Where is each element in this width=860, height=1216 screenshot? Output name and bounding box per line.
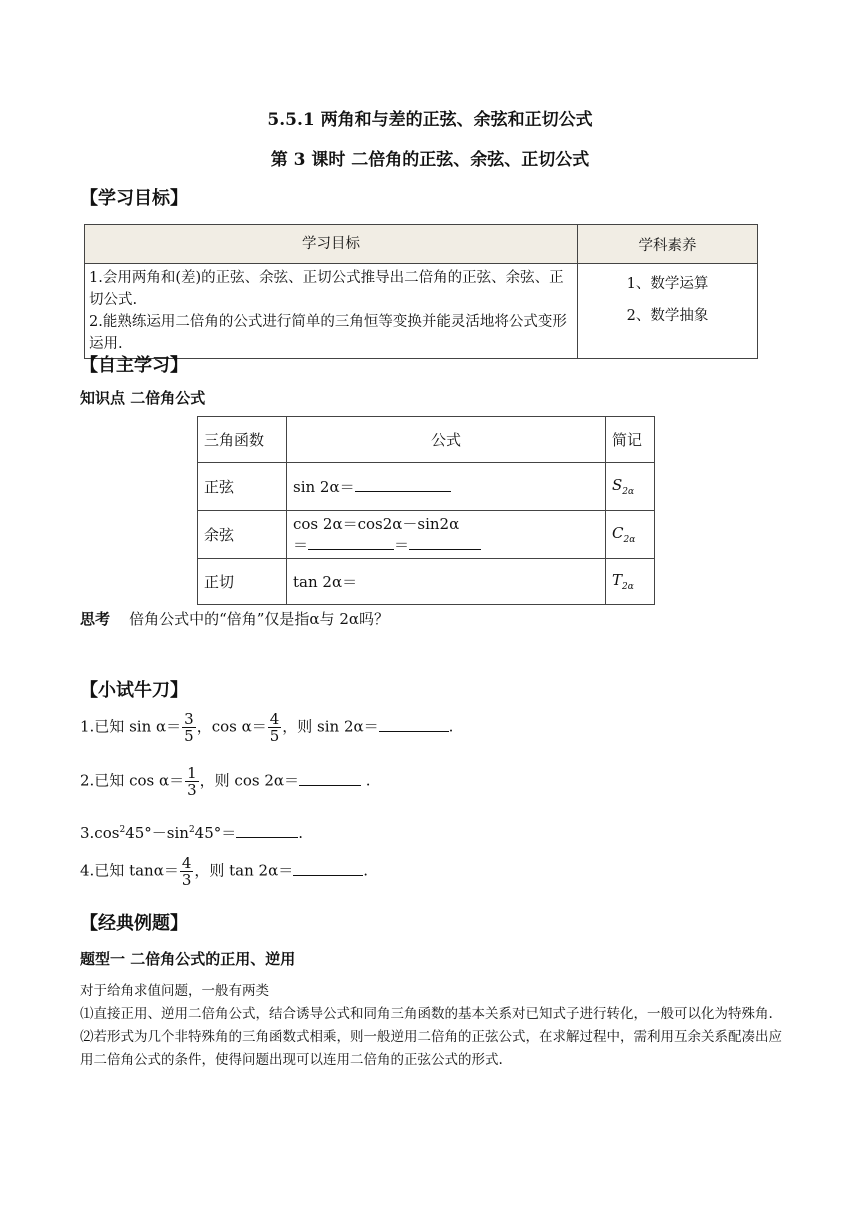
formula-header-formula: 公式 xyxy=(287,417,606,463)
cos-formula-blank-1[interactable] xyxy=(308,534,394,550)
sin-row-name: 正弦 xyxy=(198,463,287,511)
objectives-header-literacy: 学科素养 xyxy=(578,225,758,264)
goal-1: 1.会用两角和(差)的正弦、余弦、正切公式推导出二倍角的正弦、余弦、正切公式. xyxy=(89,270,564,308)
section-self-study-heading: 【自主学习】 xyxy=(80,355,188,376)
paragraph-method-2: ⑵若形式为几个非特殊角的三角函数式相乘，则一般逆用二倍角的正弦公式，在求解过程中，需利用互余关系配凑出应用二倍角公式的条件，使得问题出现可以连用二倍角的正弦公式的形式. xyxy=(80,1029,782,1068)
type-1-heading: 题型一 二倍角公式的正用、逆用 xyxy=(80,950,296,968)
type-1-explanation xyxy=(80,980,782,1072)
lesson-subtitle: 第 3 课时 二倍角的正弦、余弦、正切公式 xyxy=(270,150,590,170)
exercise-1-answer-blank[interactable] xyxy=(379,716,449,732)
objectives-goals-cell xyxy=(85,264,578,359)
section-try-heading: 【小试牛刀】 xyxy=(80,680,188,701)
exercise-2-answer-blank[interactable] xyxy=(299,770,361,786)
fraction-4-5: $\frac{4}{5}$ xyxy=(269,710,280,745)
fraction-4-3: $\frac{4}{3}$ xyxy=(181,854,192,889)
exercise-1: 1.已知 sin α＝ $\frac{3}{5}$ ，cos α＝ $\frac{4}{5}$ ，则 sin 2α＝ . xyxy=(80,710,454,745)
exercise-3-answer-blank[interactable] xyxy=(236,822,298,838)
think-label: 思考 xyxy=(80,610,111,628)
objectives-literacy-cell xyxy=(578,264,758,359)
cos-row-name: 余弦 xyxy=(198,511,287,559)
exercise-4-answer-blank[interactable] xyxy=(293,860,363,876)
cos-formula-blank-2[interactable] xyxy=(409,534,481,550)
section-objectives-heading: 【学习目标】 xyxy=(80,188,188,209)
paragraph-method-1: ⑴直接正用、逆用二倍角公式，结合诱导公式和同角三角函数的基本关系对已知式子进行转化，一般可以化为特殊角. xyxy=(80,1006,773,1022)
formula-header-abbr: 简记 xyxy=(606,417,655,463)
exercise-3: $3.\cos^245^\circ-\sin^245^\circ=$ . xyxy=(80,824,304,842)
paragraph-intro: 对于给角求值问题，一般有两类 xyxy=(80,983,269,999)
think-question xyxy=(80,608,389,629)
goal-2: 2.能熟练运用二倍角的公式进行简单的三角恒等变换并能灵活地将公式变形运用. xyxy=(89,314,567,352)
sin-formula-blank[interactable] xyxy=(355,476,451,492)
sin-row-formula: sin 2α＝ xyxy=(287,463,606,511)
fraction-1-3: $\frac{1}{3}$ xyxy=(187,764,197,799)
exercise-2: 2.已知 cos α＝ $\frac{1}{3}$ ，则 cos 2α＝ . xyxy=(80,764,371,799)
tan-row-name: 正切 xyxy=(198,559,287,605)
objectives-table xyxy=(84,224,758,359)
formula-table xyxy=(197,416,655,605)
knowledge-point-heading: 知识点 二倍角公式 xyxy=(80,389,206,407)
tan-row-abbr: $T_{2\alpha}$ xyxy=(606,559,655,605)
cos-row-abbr: $C_{2\alpha}$ xyxy=(606,511,655,559)
tan-row-formula: tan 2α＝ xyxy=(287,559,606,605)
sin-row-abbr: $S_{2\alpha}$ xyxy=(606,463,655,511)
formula-header-function: 三角函数 xyxy=(198,417,287,463)
lesson-title: 5.5.1 两角和与差的正弦、余弦和正切公式 xyxy=(267,110,593,130)
objectives-header-goals: 学习目标 xyxy=(85,225,578,264)
think-text: 倍角公式中的“倍角”仅是指α与 2α吗？ xyxy=(129,610,390,628)
literacy-1: 1、数学运算 xyxy=(626,276,709,292)
section-examples-heading: 【经典例题】 xyxy=(80,913,188,934)
fraction-3-5: $\frac{3}{5}$ xyxy=(184,710,194,745)
exercise-4: 4.已知 tanα＝ $\frac{4}{3}$ ，则 tan 2α＝ . xyxy=(80,854,369,889)
literacy-2: 2、数学抽象 xyxy=(626,308,709,324)
cos-row-formula: cos 2α＝cos2α－sin2α ＝ ＝ xyxy=(287,511,606,559)
